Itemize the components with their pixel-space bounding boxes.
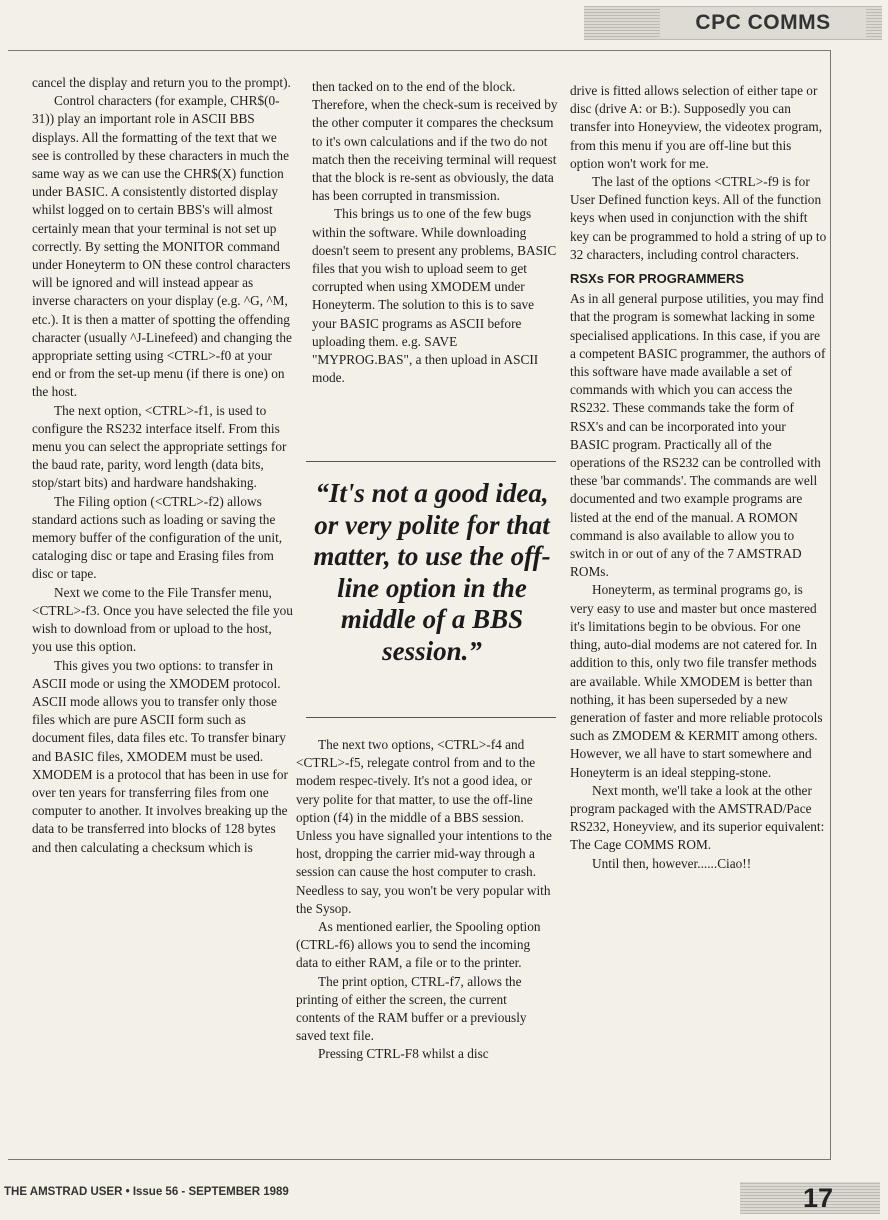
paragraph: The Filing option (<CTRL>-f2) allows standard actions such as loading or saving the memory buffer of the configuration of the unit, cataloging disc or tape and Erasing files from disc or tape. [32, 493, 283, 582]
column-1 [32, 74, 294, 857]
paragraph: The print option, CTRL-f7, allows the printing of either the screen, the current contents of the RAM buffer or a previously saved text file. [296, 973, 527, 1044]
paragraph: cancel the display and return you to the prompt). [32, 75, 291, 90]
paragraph: As in all general purpose utilities, you may find that the program is somewhat lacking in some specialised applications. In this case, if you are a competent BASIC programmer, the authors of this software have made available a set of commands with which you can access the RS232. These commands take the form of RSX's and can be incorporated into your BASIC program. Practically all of the operations of the RS232 can be controlled with these 'bar commands'. The commands are well documented and two example programs are listed at the end of the manual. A ROMON command is also available to allow you to switch in or out of any of the 7 AMSTRAD ROMs. [570, 291, 826, 580]
page-number: 17 [802, 1183, 834, 1213]
paragraph: The next two options, <CTRL>-f4 and <CTRL>-f5, relegate control from and to the modem respec-tively. It's not a good idea, or very polite for that matter, to use the off-line option (f4) in the middle of a BBS session. Unless you have signalled your intentions to the host, dropping the carrier mid-way through a session can cause the host computer to crash. Needless to say, you won't be very popular with the Sysop. [296, 737, 552, 916]
paragraph: Control characters (for example, CHR$(0-31)) play an important role in ASCII BBS displays. All the formatting of the text that we see is controlled by these characters in much the same way as we can use the CHR$(X) function under BASIC. A consistently distorted display whilst logged on to certain BBS's will almost certainly mean that your terminal is not set up correctly. By setting the MONITOR command under Honeyterm to ON these control characters will be ignored and will instead appear as inverse characters on your display (e.g. ^G, ^M, etc.). It is then a matter of spotting the offending character (usually ^J-Linefeed) and changing the appropriate setting using <CTRL>-f0 at your end or from the set-up menu (if there is one) on the host. [32, 93, 292, 400]
paragraph: then tacked on to the end of the block. Therefore, when the check-sum is received by the other computer it compares the checksum to it's own calculations and if the two do not match then the receiving terminal will request that the block is re-sent as obviously, the data has been corrupted in transmission. [312, 79, 558, 204]
column-3 [570, 82, 828, 873]
pullquote-rule-bottom [306, 717, 556, 718]
paragraph: Pressing CTRL-F8 whilst a disc [318, 1046, 489, 1062]
section-label: CPC COMMS [660, 8, 866, 38]
paragraph: This brings us to one of the few bugs within the software. While downloading doesn't seem to present any problems, BASIC files that you wish to upload seem to get corrupted when using XMODEM under Honeyterm. The solution to this is to save your BASIC programs as ASCII before uploading them. e.g. SAVE "MYPROG.BAS", a then upload in ASCII mode. [312, 206, 557, 386]
paragraph: Next we come to the File Transfer menu, <CTRL>-f3. Once you have selected the file you wish to download from or upload to the host, you use this option. [32, 584, 293, 655]
paragraph: As mentioned earlier, the Spooling option (CTRL-f6) allows you to send the incoming data to either RAM, a file or to the printer. [296, 919, 541, 971]
subheading: RSXs FOR PROGRAMMERS [570, 271, 745, 287]
pullquote-rule-top [306, 461, 556, 462]
paragraph: Honeyterm, as terminal programs go, is very easy to use and master but once mastered it's limitations begin to be obvious. For one thing, auto-dial modems are not catered for. In addition to this, only two file transfer methods are available. While XMODEM is better than nothing, it has been superseded by a new generation of faster and more reliable protocols such as ZMODEM & KERMIT among others. However, we all have to start somewhere and Honeyterm is an ideal stepping-stone. [570, 582, 823, 780]
column-2-top [312, 78, 558, 387]
paragraph: The last of the options <CTRL>-f9 is for User Defined function keys. All of the function keys when used in conjunction with the shift key can be programmed to hold a string of up to 32 characters, including control characters. [570, 174, 827, 262]
paragraph: Until then, however......Ciao!! [592, 855, 752, 871]
paragraph: drive is fitted allows selection of either tape or disc (drive A: or B:). Supposedly you can transfer into Honeyview, the videotex program, from this menu if you are off-line but this option won't work for me. [570, 83, 823, 171]
paragraph: This gives you two options: to transfer in ASCII mode or using the XMODEM protocol. ASCII mode allows you to transfer only those files which are pure ASCII form such as document files, data files etc. To transfer binary and BASIC files, XMODEM must be used. XMODEM is a protocol that has been in use for over ten years for transferring files from one computer to another. It involves breaking up the data to be transferred into blocks of 128 bytes and then calculating a checksum which is [32, 657, 288, 855]
paragraph: The next option, <CTRL>-f1, is used to configure the RS232 interface itself. From this menu you can select the appropriate settings for the baud rate, parity, word length (data bits, stop/start bits) and hardware handshaking. [32, 402, 287, 491]
pull-quote: “It's not a good idea, or very polite for that matter, to use the off-line option in the middle of a BBS session.” [313, 478, 551, 666]
paragraph: Next month, we'll take a look at the other program packaged with the AMSTRAD/Pace RS232, Honeyview, and its superior equivalent: The Cage COMMS ROM. [570, 782, 825, 853]
column-2-bottom [296, 736, 554, 1064]
footer-publication: THE AMSTRAD USER • Issue 56 - SEPTEMBER 1989 [4, 1186, 289, 1198]
